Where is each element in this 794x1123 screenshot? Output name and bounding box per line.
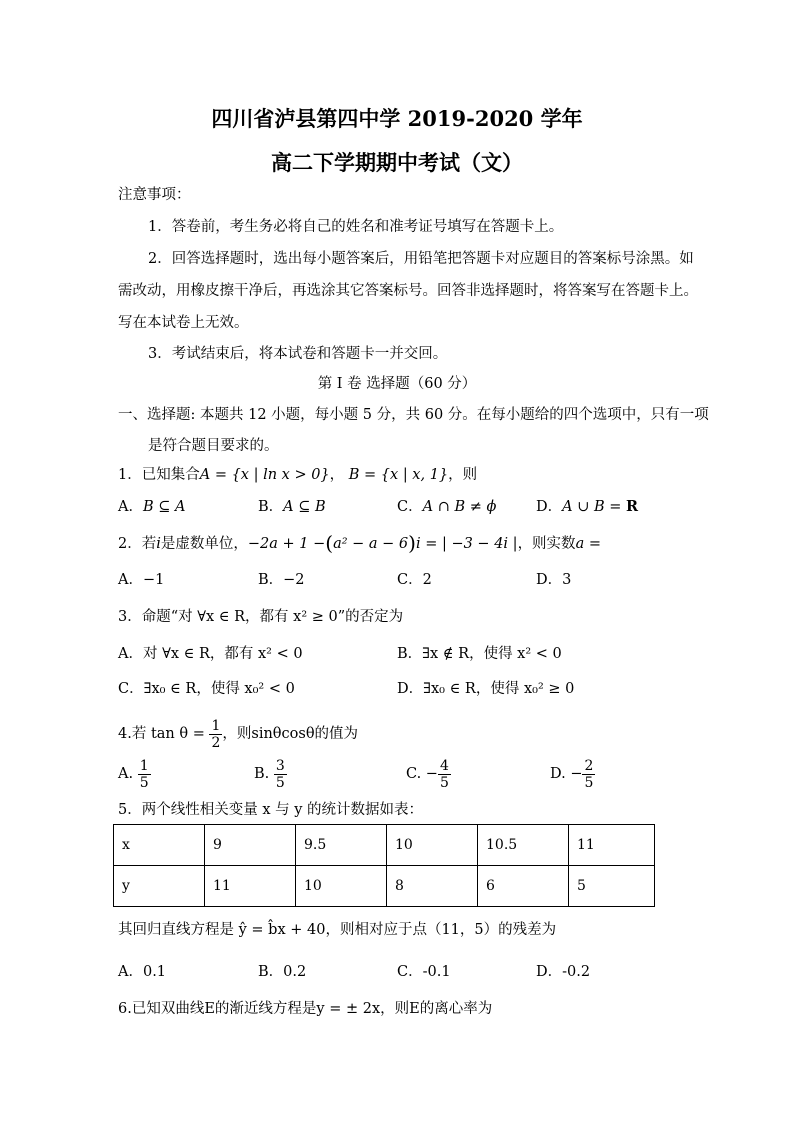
q4-option-b-den: 5 (275, 774, 285, 791)
q4-option-c-sign: − (425, 766, 438, 782)
notice-item-2c: 写在本试卷上无效。 (118, 315, 249, 331)
q4-option-d-frac (582, 758, 595, 791)
q5-regression: 其回归直线方程是 ŷ = b̂x + 40，则相对应于点（11，5）的残差为 (118, 922, 557, 938)
q5-option-b: B．0.2 (258, 964, 307, 980)
q1-option-a-text: B ⊆ A (142, 499, 186, 515)
q2-imag-unit: i (156, 536, 161, 552)
q1-option-c-text: A ∩ B ≠ ϕ (422, 499, 497, 515)
q5-stem: 5．两个线性相关变量 x 与 y 的统计数据如表： (118, 802, 424, 818)
q4-option-d (550, 754, 595, 794)
q1-option-b (258, 497, 326, 517)
q2-option-c: C．2 (397, 572, 432, 588)
q4-option-d-num: 2 (584, 757, 594, 774)
q4-option-b-num: 3 (275, 757, 285, 774)
q1-option-a-label: A． (118, 499, 143, 515)
notice-heading: 注意事项： (118, 187, 191, 203)
q4-option-a-frac (138, 758, 151, 791)
q1-option-c (397, 497, 496, 517)
q4-option-d-label: D. (550, 766, 566, 782)
notice-item-2b: 需改动，用橡皮擦干净后，再选涂其它答案标号。回答非选择题时，将答案写在答题卡上。 (118, 283, 698, 299)
table-cell: 10 (296, 866, 387, 907)
q3-option-d: D．∃x₀ ∈ R，使得 x₀² ≥ 0 (397, 681, 575, 697)
q4-option-b-frac (274, 758, 287, 791)
q1-prefix: 1．已知集合 (118, 467, 200, 483)
table-cell: 10 (387, 825, 478, 866)
q4-stem (118, 714, 358, 754)
exam-title-line2: 高二下学期期中考试（文） (271, 150, 523, 175)
q4-option-a-label: A. (118, 766, 134, 782)
table-cell: 6 (478, 866, 569, 907)
q1-option-d-label: D． (536, 499, 563, 515)
notice-item-2a: 2．回答选择题时，选出每小题答案后，用铅笔把答题卡对应题目的答案标号涂黑。如 (148, 251, 694, 267)
q1-option-b-label: B． (258, 499, 284, 515)
q1-option-a (118, 497, 185, 517)
q1-option-d-text: A ∪ B = (562, 499, 627, 515)
table-cell: 11 (205, 866, 296, 907)
q2-expr-inner: a² − a − 6 (333, 536, 409, 552)
table-cell: x (114, 825, 205, 866)
q2-expr-start: −2a + 1 − (247, 536, 326, 552)
q3-option-c: C．∃x₀ ∈ R，使得 x₀² < 0 (118, 681, 295, 697)
q2-expr-end: i = | −3 − 4i | (415, 536, 518, 552)
q4-option-b (254, 754, 287, 794)
q1-option-b-text: A ⊆ B (283, 499, 326, 515)
q4-option-c (406, 754, 451, 794)
q2-option-d: D．3 (536, 572, 572, 588)
q4-fraction (209, 718, 222, 751)
q4-option-a-num: 1 (139, 757, 149, 774)
table-row (114, 825, 655, 866)
q4-option-a-den: 5 (139, 774, 149, 791)
q4-option-c-label: C. (406, 766, 422, 782)
q5-data-table (113, 824, 655, 907)
q4-frac-den: 2 (211, 734, 221, 751)
q4-option-b-label: B. (254, 766, 270, 782)
q1-sep: ， (329, 467, 345, 483)
q1-option-d (536, 497, 638, 517)
notice-item-1: 1．答卷前，考生务必将自己的姓名和准考证号填写在答题卡上。 (148, 219, 564, 235)
q4-option-a (118, 754, 151, 794)
q6-stem: 6.已知双曲线E的渐近线方程是y = ± 2x，则E的离心率为 (118, 1001, 493, 1017)
q2-paren-open: ( (325, 531, 334, 555)
section-intro-a: 一、选择题: 本题共 12 小题，每小题 5 分，共 60 分。在每小题给的四个选项中，只有一项 (118, 407, 709, 423)
q1-option-d-real: R (626, 498, 639, 515)
table-cell: 5 (569, 866, 655, 907)
q4-frac-num: 1 (211, 717, 221, 734)
exam-title-line1: 四川省泸县第四中学 2019-2020 学年 (211, 106, 583, 131)
q4-suffix: ，则sinθcosθ的值为 (222, 726, 359, 742)
q4-option-d-den: 5 (584, 774, 594, 791)
q1-set-a: A = {x | ln x > 0} (199, 467, 330, 483)
q2-var: a = (575, 536, 601, 552)
table-cell: y (114, 866, 205, 907)
q2-option-a: A．−1 (118, 572, 165, 588)
q3-option-a: A．对 ∀x ∈ R，都有 x² < 0 (118, 646, 303, 662)
q5-option-c: C．-0.1 (397, 964, 451, 980)
section-intro-b: 是符合题目要求的。 (148, 438, 279, 454)
q2-suffix: ，则实数 (517, 536, 576, 552)
q2-option-b: B．−2 (258, 572, 305, 588)
q3-option-b: B．∃x ∉ R，使得 x² < 0 (397, 646, 562, 662)
q1-suffix: ，则 (448, 467, 478, 483)
q2-prefix: 2．若 (118, 536, 157, 552)
q2-paren-close: ) (408, 531, 416, 555)
table-cell: 9 (205, 825, 296, 866)
q4-prefix: 4.若 tan θ = (118, 726, 205, 742)
table-cell: 8 (387, 866, 478, 907)
q5-option-d: D．-0.2 (536, 964, 591, 980)
q4-option-c-frac (438, 758, 451, 791)
q5-option-a: A．0.1 (118, 964, 167, 980)
table-cell: 10.5 (478, 825, 569, 866)
q4-option-d-sign: − (570, 766, 583, 782)
notice-item-3: 3．考试结束后，将本试卷和答题卡一并交回。 (148, 346, 448, 362)
q1-stem (118, 465, 477, 485)
q2-stem (118, 533, 601, 554)
table-cell: 9.5 (296, 825, 387, 866)
table-cell: 11 (569, 825, 655, 866)
q4-option-c-num: 4 (439, 757, 449, 774)
q2-mid: 是虚数单位， (160, 536, 248, 552)
q3-stem: 3．命题“对 ∀x ∈ R，都有 x² ≥ 0”的否定为 (118, 609, 404, 625)
table-row (114, 866, 655, 907)
q1-set-b: B = {x | x, 1} (348, 467, 449, 483)
section-heading: 第 I 卷 选择题（60 分） (317, 376, 477, 392)
q4-option-c-den: 5 (439, 774, 449, 791)
q1-option-c-label: C． (397, 499, 423, 515)
